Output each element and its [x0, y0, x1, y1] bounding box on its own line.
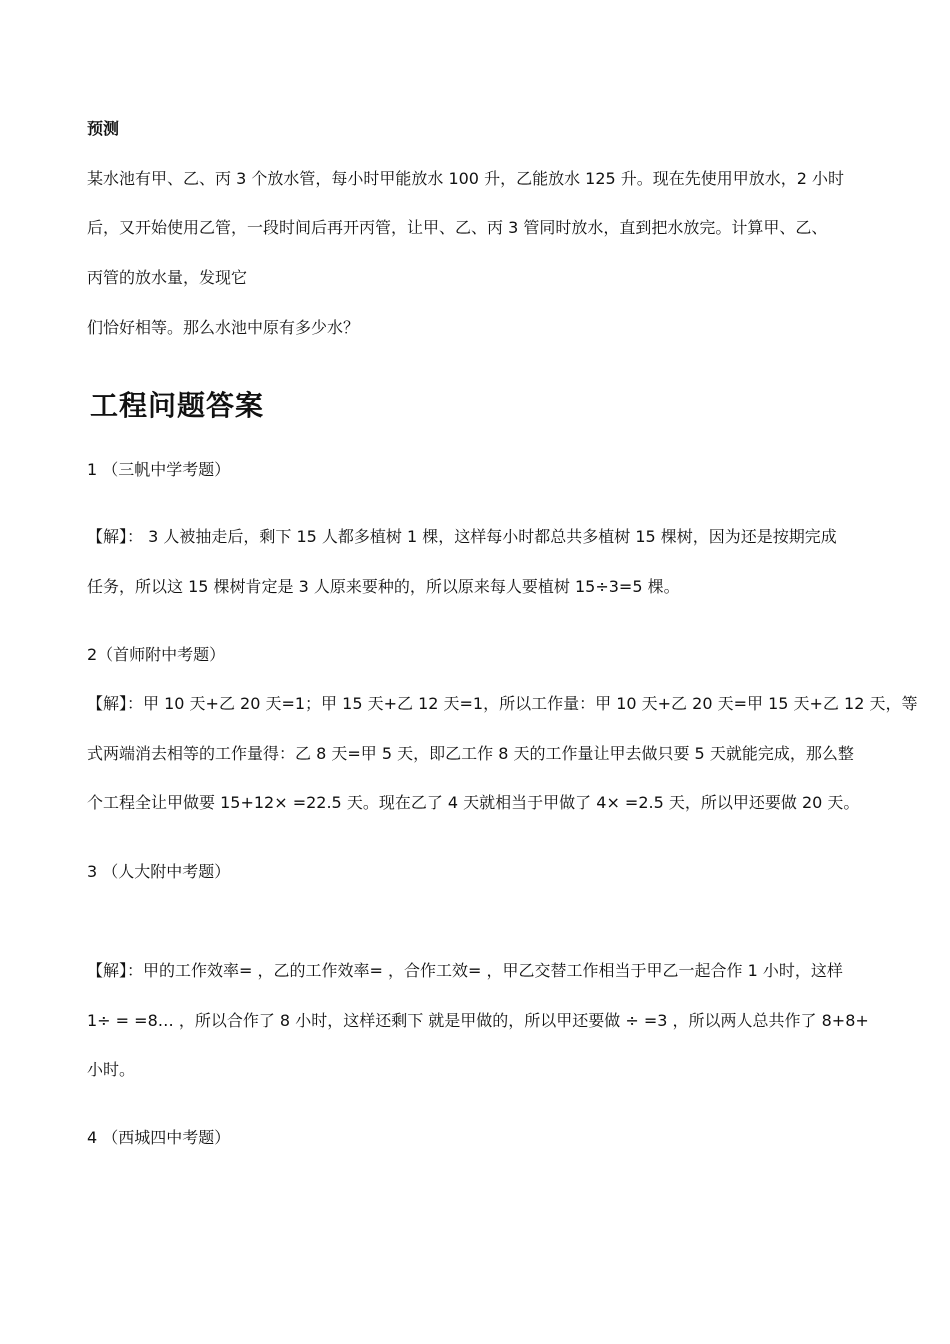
answer-1-line-1: 【解】： 3 人被抽走后，剩下 15 人都多植树 1 棵，这样每小时都总共多植树 15 棵树，因为还是按期完成: [87, 527, 837, 546]
answers-title: 工程问题答案: [90, 389, 265, 422]
answer-3-line-1: 【解】：甲的工作效率= ，乙的工作效率= ，合作工效= ，甲乙交替工作相当于甲乙一起合作 1 小时，这样: [87, 961, 843, 980]
answer-1-label: 1 （三帆中学考题）: [87, 460, 231, 479]
answer-2-line-2: 式两端消去相等的工作量得：乙 8 天=甲 5 天，即乙工作 8 天的工作量让甲去做只要 5 天就能完成，那么整: [87, 744, 854, 763]
answer-2-label: 2（首师附中考题）: [87, 645, 226, 664]
answer-4-label: 4 （西城四中考题）: [87, 1128, 231, 1147]
prediction-line-2: 后，又开始使用乙管，一段时间后再开丙管，让甲、乙、丙 3 管同时放水，直到把水放完。计算甲、乙、: [87, 218, 828, 237]
answer-2-line-3: 个工程全让甲做要 15+12× =22.5 天。现在乙了 4 天就相当于甲做了 4× =2.5 天，所以甲还要做 20 天。: [87, 793, 860, 812]
prediction-heading: 预测: [87, 119, 120, 138]
answer-3-label: 3 （人大附中考题）: [87, 862, 231, 881]
answer-1-line-2: 任务，所以这 15 棵树肯定是 3 人原来要种的，所以原来每人要植树 15÷3=5 棵。: [87, 577, 680, 596]
prediction-line-3: 丙管的放水量，发现它: [87, 268, 248, 287]
prediction-line-1: 某水池有甲、乙、丙 3 个放水管，每小时甲能放水 100 升，乙能放水 125 升。现在先使用甲放水，2 小时: [87, 169, 845, 188]
answer-3-line-2: 1÷ = =8… ，所以合作了 8 小时，这样还剩下 就是甲做的，所以甲还要做 ÷ =3 ，所以两人总共作了 8+8+: [87, 1011, 869, 1030]
answer-2-line-1: 【解】：甲 10 天+乙 20 天=1；甲 15 天+乙 12 天=1，所以工作量：甲 10 天+乙 20 天=甲 15 天+乙 12 天，等: [87, 694, 918, 713]
prediction-line-4: 们恰好相等。那么水池中原有多少水？: [87, 318, 360, 337]
answer-3-line-3: 小时。: [87, 1060, 136, 1079]
